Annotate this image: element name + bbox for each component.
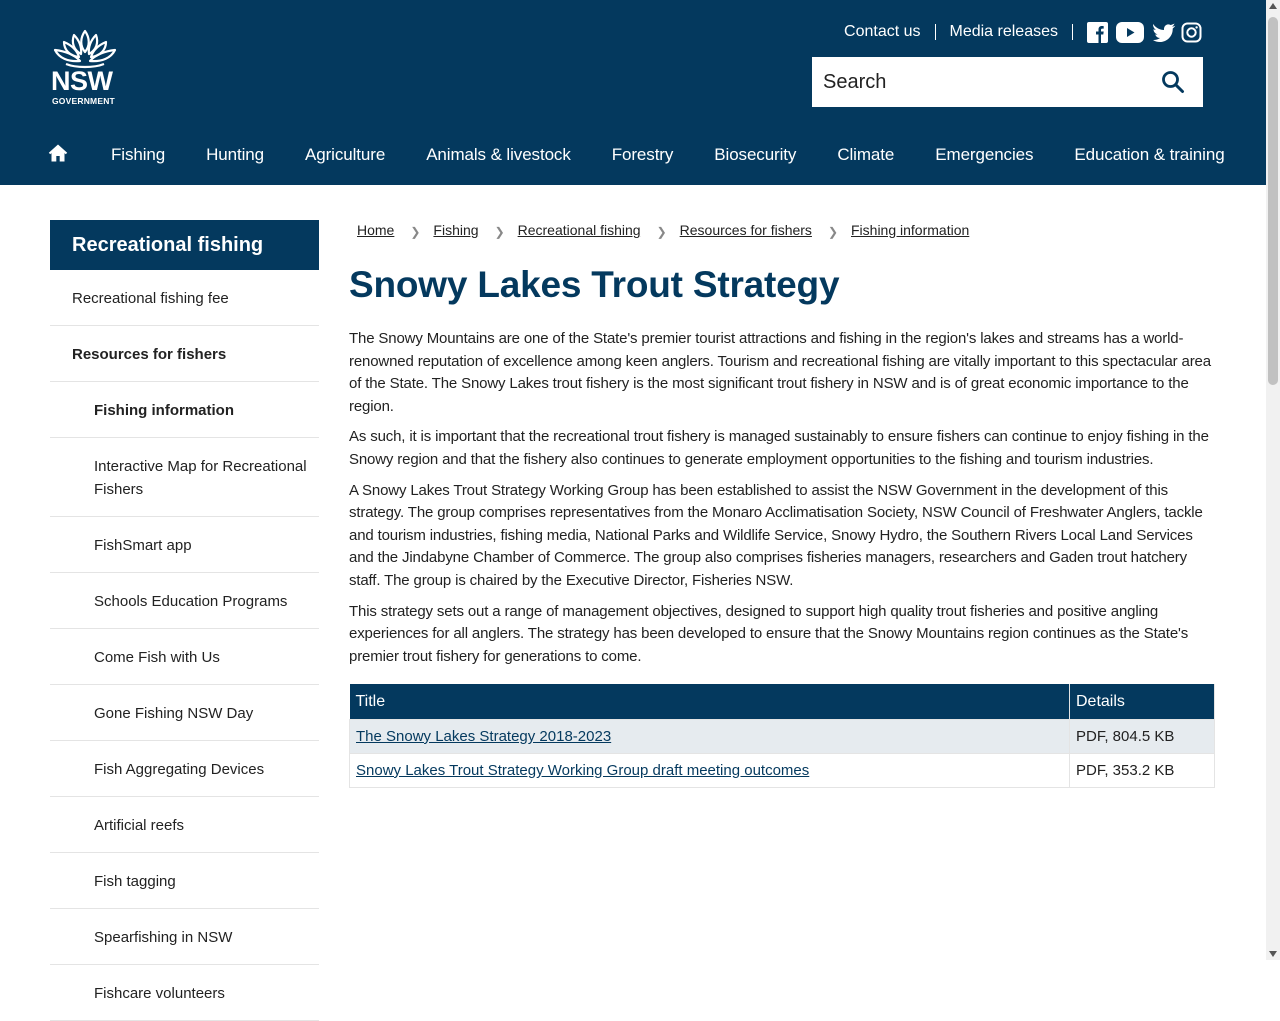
table-cell [350,753,1070,787]
chevron-right-icon: ❯ [410,225,421,239]
breadcrumb-recreational-fishing[interactable]: Recreational fishing [517,222,641,238]
column-header-details: Details [1070,684,1215,719]
sidebar-nav [50,220,319,1021]
main-nav [48,130,1225,180]
chevron-right-icon: ❯ [494,225,505,239]
divider [1072,24,1073,40]
table-row [350,719,1215,753]
table-cell [350,719,1070,753]
breadcrumb-home[interactable]: Home [357,222,395,238]
logo-subtext: GOVERNMENT [52,96,115,106]
nsw-government-logo[interactable] [50,28,120,106]
scrollbar-thumb[interactable] [1268,17,1278,385]
breadcrumb-resources-for-fishers[interactable]: Resources for fishers [679,222,812,238]
sidebar-item-fishing-information[interactable]: Fishing information [50,382,319,438]
nav-item-emergencies[interactable]: Emergencies [935,145,1034,164]
document-details: PDF, 804.5 KB [1070,719,1215,753]
body-paragraph: A Snowy Lakes Trout Strategy Working Group has been established to assist the NSW Government in the development of this strategy. The group comprises representatives from the Monaro Acclimatisation Society, NSW Council of Freshwater Anglers, tackle and tourism industries, fishing media, National Parks and Wildlife Service, Snowy Hydro, the Southern Rivers Local Land Services and the Jindabyne Chamber of Commerce. The group also comprises fisheries managers, researchers and Gaden trout hatchery staff. The group is chaired by the Executive Director, Fisheries NSW. [349,481,1203,589]
site-header [0,0,1266,185]
search-button[interactable] [1143,57,1203,107]
sidebar-item-schools-education[interactable]: Schools Education Programs [50,573,319,629]
intro-paragraph: The Snowy Mountains are one of the State's premier tourist attractions and fishing in the region's lakes and streams has a world-renowned reputation of excellence among keen anglers. Tourism and recreational fishing are vitally important to this spectacular area of the State. The Snowy Lakes trout fishery is the most significant trout fishery in NSW and is of great economic importance to the region. [349,330,1211,415]
search-input[interactable] [812,57,1142,107]
sidebar-item-recreational-fishing-fee[interactable]: Recreational fishing fee [50,270,319,326]
main-content [349,218,1215,788]
sidebar-item-interactive-map[interactable]: Interactive Map for Recreational Fishers [50,438,319,517]
nav-item-agriculture[interactable]: Agriculture [305,145,386,164]
nav-item-education-training[interactable]: Education & training [1074,145,1225,164]
waratah-icon [50,28,120,68]
nav-item-fishing[interactable]: Fishing [111,145,166,164]
media-releases-link[interactable]: Media releases [949,23,1058,40]
contact-us-link[interactable]: Contact us [844,23,921,40]
sidebar-heading[interactable]: Recreational fishing [50,220,319,270]
page-title: Snowy Lakes Trout Strategy [349,264,840,305]
sidebar-item-fishsmart-app[interactable]: FishSmart app [50,517,319,573]
utility-nav [844,22,1202,42]
body-paragraph: This strategy sets out a range of management objectives, designed to support high quality trout fisheries and positive angling experiences for all anglers. The strategy has been developed to ensure that the Snowy Mountains region continues as the State's premier trout fishery for generations to come. [349,602,1189,665]
sidebar-item-fish-aggregating-devices[interactable]: Fish Aggregating Devices [50,741,319,797]
breadcrumb-fishing[interactable]: Fishing [433,222,479,238]
sidebar-item-gone-fishing-day[interactable]: Gone Fishing NSW Day [50,685,319,741]
home-icon[interactable] [48,143,68,163]
document-details: PDF, 353.2 KB [1070,753,1215,787]
social-links [1087,22,1202,43]
search-box [812,57,1203,107]
nav-item-hunting[interactable]: Hunting [206,145,265,164]
documents-table [349,684,1215,788]
divider [935,24,936,40]
nav-item-climate[interactable]: Climate [837,145,895,164]
table-row [350,753,1215,787]
nav-item-biosecurity[interactable]: Biosecurity [714,145,797,164]
breadcrumb-fishing-information[interactable]: Fishing information [851,222,970,238]
facebook-icon[interactable] [1087,22,1108,43]
chevron-right-icon: ❯ [827,225,838,239]
sidebar-item-resources-for-fishers[interactable]: Resources for fishers [50,326,319,382]
breadcrumb [349,218,1215,242]
sidebar-item-come-fish-with-us[interactable]: Come Fish with Us [50,629,319,685]
body-paragraph: As such, it is important that the recreational trout fishery is managed sustainably to ensure fishers can continue to enjoy fishing in the Snowy region and that the fishery also continues to generate employment opportunities to the fishing and tourism industries. [349,428,1209,468]
column-header-title: Title [350,684,1070,719]
nav-item-forestry[interactable]: Forestry [611,145,674,164]
vertical-scrollbar[interactable] [1266,0,1280,960]
document-link[interactable]: The Snowy Lakes Strategy 2018-2023 [356,727,612,745]
twitter-icon[interactable] [1152,22,1173,43]
sidebar-item-spearfishing[interactable]: Spearfishing in NSW [50,909,319,965]
document-link[interactable]: Snowy Lakes Trout Strategy Working Group draft meeting outcomes [356,761,810,779]
table-header-row [350,684,1215,719]
scroll-up-arrow-icon[interactable] [1269,3,1277,9]
instagram-icon[interactable] [1181,22,1202,43]
logo-wordmark: NSW [51,66,113,96]
youtube-icon[interactable] [1116,22,1144,43]
chevron-right-icon: ❯ [656,225,667,239]
scroll-down-arrow-icon[interactable] [1269,951,1277,957]
sidebar-item-fishcare-volunteers[interactable]: Fishcare volunteers [50,965,319,1021]
nav-item-animals-livestock[interactable]: Animals & livestock [426,145,571,164]
sidebar-item-artificial-reefs[interactable]: Artificial reefs [50,797,319,853]
sidebar-item-fish-tagging[interactable]: Fish tagging [50,853,319,909]
search-icon [1161,70,1185,94]
